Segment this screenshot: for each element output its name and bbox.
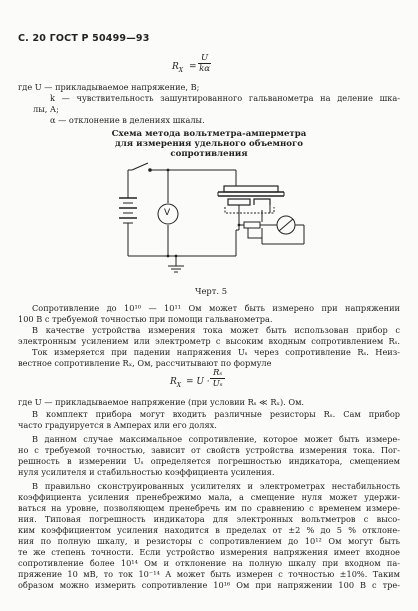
para-2-line-2: электронным усилением или электрометр с высоким входным сопротивлением Rₛ. [18, 336, 400, 346]
para-3-line-2: вестное сопротивление Rₓ, Ом, рассчитывают по формуле [18, 358, 272, 368]
junction-ground [175, 255, 178, 258]
para-6-line-4: нуля усилителя и стабильностью коэффициента усиления. [18, 467, 275, 477]
measuring-electrode [228, 199, 250, 205]
para-7-line-1: В правильно сконструированных усилителях и электрометрах нестабильность [32, 481, 400, 491]
switch-contact [149, 169, 152, 172]
para-6-line-3: решность в измерении Uₛ определяется погрешностью индикатора, смещением [18, 456, 400, 466]
para-2-line-1: В качестве устройства измерения тока может быть использован прибор с [32, 325, 400, 335]
switch-blade [132, 163, 148, 170]
formula-rx-2 [170, 377, 210, 389]
formula-denominator: kα [199, 64, 211, 74]
junction-bottom [167, 255, 170, 258]
para-6-line-1: В данном случае максимальное сопротивление, которое может быть измере- [32, 434, 400, 444]
formula2-lhs: R [170, 377, 177, 387]
def-k-cont: лы, А; [33, 104, 59, 114]
para-4: где U — прикладываемое напряжение (при условии Rₛ ≪ Rₓ). Ом. [18, 397, 305, 407]
def-k: k — чувствительность зашунтированного гальванометра на деление шка- [50, 93, 400, 103]
para-7-line-5: ким коэффициентом усиления находится в пределах от ±2 % до 5 % отклоне- [18, 525, 400, 535]
para-1-line-2: 100 В с требуемой точностью при помощи гальванометра. [18, 314, 273, 324]
para-7-line-3: ваться на уровне, позволяющем пренебречь им по сравнению с временем измере- [18, 503, 400, 513]
formula-eq: = [188, 62, 197, 72]
para-7-line-6: ния по полную шкалу, и резисторы с сопротивлением до 10¹² Ом могут быть [18, 536, 400, 546]
para-7-line-8: сопротивление более 10¹⁴ Ом и отклонение на полную шкалу при входном па- [18, 558, 400, 568]
para-7-line-2: коэффициента усиления пренебрежимо мала, а смещение нуля может удержи- [18, 492, 400, 502]
formula2-fraction [210, 368, 225, 389]
formula-numerator: U [198, 53, 211, 64]
def-alpha: α — отклонение в делениях шкалы. [50, 115, 205, 125]
formula2-eq: = U · [185, 377, 210, 387]
figure-title-2: для измерения удельного объемного [114, 139, 303, 149]
guard-ring [254, 199, 270, 205]
para-7-line-7: те же степень точности. Если устройство измерения напряжения имеет входное [18, 547, 400, 557]
page-header: С. 20 ГОСТ Р 50499—93 [18, 33, 150, 44]
guard-shield [225, 207, 274, 213]
para-5-line-1: В комплект прибора могут входить различные резисторы Rₛ. Сам прибор [32, 409, 400, 419]
para-7-line-9: пряжение 10 мВ, то ток 10⁻¹⁴ А может быть измерен с точностью ±10%. Таким [18, 569, 400, 579]
junction-top [167, 169, 170, 172]
figure-title-1: Схема метода вольтметра-амперметра [111, 129, 307, 139]
voltmeter-label: V [164, 208, 171, 218]
para-6-line-2: но с требуемой точностью, зависит от свойств устройства измерения тока. Пог- [18, 445, 400, 455]
formula-lhs: R [172, 62, 179, 72]
formula-lhs-sub: X [178, 66, 184, 74]
formula2-numerator: Rₛ [210, 368, 225, 379]
para-3-line-1: Ток измеряется при падении напряжения Uₛ через сопротивление Rₛ. Неиз- [32, 347, 400, 357]
para-7-line-4: ния. Типовая погрешность индикатора для электронных вольтметров с высо- [18, 514, 400, 524]
formula2-lhs-sub: X [176, 381, 182, 389]
formula2-denominator: Uₛ [212, 379, 223, 389]
figure-title-3: сопротивления [170, 149, 248, 159]
para-1-line-1: Сопротивление до 10¹⁰ — 10¹¹ Ом может быть измерено при напряжении [32, 303, 400, 313]
galvanometer-needle [279, 219, 293, 231]
para-7-line-10: образом можно измерить сопротивление 10¹⁶ Ом при напряжении 100 В с тре- [18, 580, 400, 590]
shunt-resistor [244, 222, 260, 228]
figure-caption: Черт. 5 [195, 286, 228, 296]
def-u: где U — прикладываемое напряжение, В; [18, 82, 200, 92]
para-5-line-2: часто градуируется в Амперах или его долях. [18, 420, 217, 430]
junction-shunt [238, 224, 241, 227]
top-electrode [224, 186, 278, 192]
